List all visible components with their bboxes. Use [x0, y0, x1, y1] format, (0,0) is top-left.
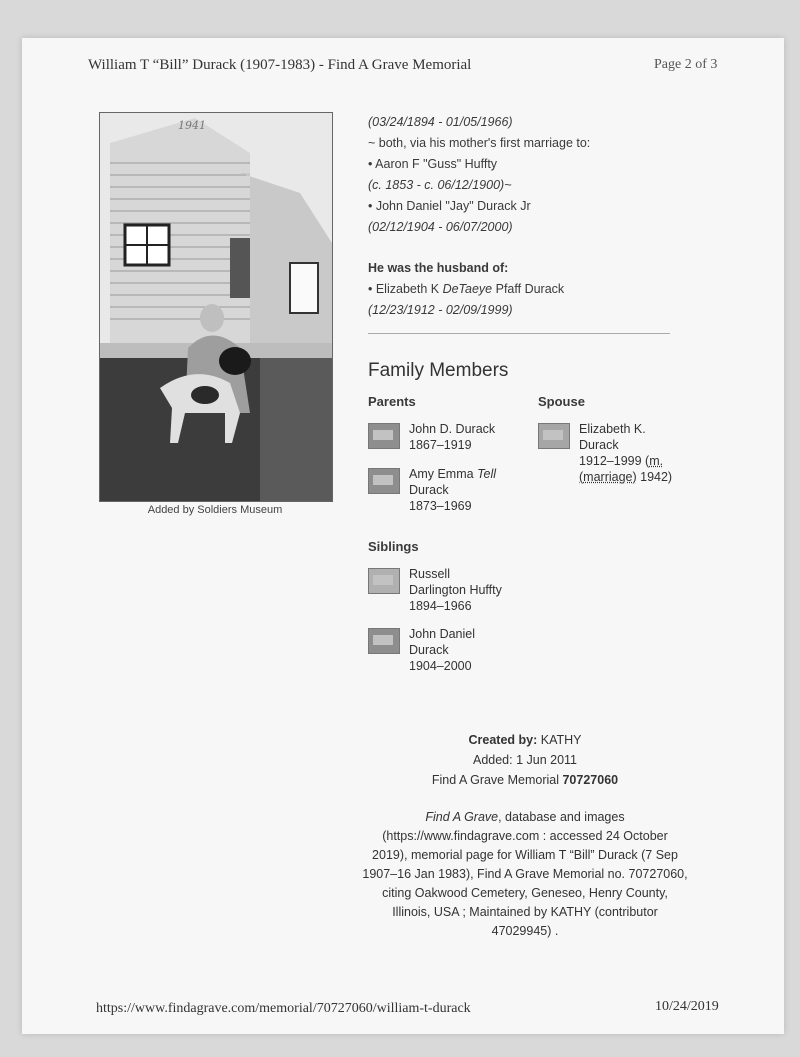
grave-photo-thumbnail: [368, 628, 400, 654]
grave-photo-thumbnail: [368, 468, 400, 494]
section-divider: [368, 333, 670, 334]
photo-house-man-dog: [100, 113, 332, 501]
member-dates: 1904–2000: [409, 659, 472, 673]
marriage-link-2[interactable]: (marriage): [579, 470, 637, 484]
member-surname: Durack: [579, 438, 619, 452]
citation-line-3: 2019), memorial page for William T “Bill” Durack (7 Sep: [372, 848, 678, 862]
member-surname: Durack: [409, 483, 449, 497]
parents-label: Parents: [368, 394, 416, 409]
citation-line-4: 1907–16 Jan 1983), Find A Grave Memorial no. 70727060,: [362, 867, 688, 881]
grave-photo-thumbnail: [368, 423, 400, 449]
citation-line-7: 47029945) .: [491, 924, 559, 938]
photo-caption: Added by Soldiers Museum: [147, 504, 283, 516]
husband-name-suffix: Pfaff Durack: [492, 282, 565, 296]
citation-line-5: citing Oakwood Cemetery, Geneseo, Henry County,: [382, 886, 668, 900]
member-name: Elizabeth K.: [579, 422, 646, 436]
husband-heading: He was the husband of:: [368, 261, 509, 275]
intro-line-6: (02/12/1904 - 06/07/2000): [368, 220, 513, 234]
member-surname: Darlington Huffty: [409, 583, 502, 597]
member-dates: 1912–1999 (m.: [579, 454, 664, 468]
spouse-label: Spouse: [538, 394, 585, 409]
photo-handwritten-note: 1941: [178, 119, 206, 132]
intro-line-3: • Aaron F "Guss" Huffty: [368, 157, 498, 171]
footer-url[interactable]: https://www.findagrave.com/memorial/70727060/william-t-durack: [96, 1001, 471, 1016]
intro-line-2: ~ both, via his mother's first marriage to:: [368, 136, 591, 150]
member-name: John D. Durack: [409, 422, 496, 436]
husband-name-prefix: • Elizabeth K: [368, 282, 443, 296]
citation-line-6: Illinois, USA ; Maintained by KATHY (contributor: [392, 905, 658, 919]
member-dates: 1894–1966: [409, 599, 472, 613]
marriage-link[interactable]: m.: [649, 454, 664, 468]
member-marriage: (marriage) 1942): [579, 470, 673, 484]
husband-name-maiden: DeTaeye: [442, 282, 493, 296]
intro-line-4: (c. 1853 - c. 06/12/1900)~: [368, 178, 512, 192]
member-name: John Daniel: [409, 627, 476, 641]
memorial-id: Find A Grave Memorial 70727060: [431, 773, 619, 787]
citation-line-2: (https://www.findagrave.com : accessed 24 October: [382, 829, 668, 843]
intro-line-5: • John Daniel "Jay" Durack Jr: [368, 199, 531, 213]
member-name: Russell: [409, 567, 450, 581]
footer-date: 10/24/2019: [655, 999, 719, 1014]
grave-photo-thumbnail: [538, 423, 570, 449]
created-by: Created by: KATHY: [468, 733, 582, 747]
siblings-label: Siblings: [368, 539, 419, 554]
husband-name[interactable]: [368, 282, 564, 296]
citation-line-1: Find A Grave, database and images: [425, 810, 625, 824]
family-members-title: Family Members: [368, 360, 509, 381]
sibling-john-daniel-durack[interactable]: [368, 626, 475, 674]
member-dates: 1867–1919: [409, 438, 472, 452]
sibling-russell-huffty[interactable]: [368, 566, 502, 614]
spouse-elizabeth-durack[interactable]: [538, 421, 672, 485]
page-number: Page 2 of 3: [654, 57, 718, 72]
intro-line-1: (03/24/1894 - 01/05/1966): [368, 115, 513, 129]
added-date: Added: 1 Jun 2011: [472, 753, 578, 767]
page-header-title: William T “Bill” Durack (1907-1983) - Find A Grave Memorial: [88, 57, 472, 73]
grave-photo-thumbnail: [368, 568, 400, 594]
member-name: Amy Emma Tell: [409, 467, 497, 481]
member-surname: Durack: [409, 643, 449, 657]
husband-dates: (12/23/1912 - 02/09/1999): [368, 303, 513, 317]
member-dates: 1873–1969: [409, 499, 472, 513]
memorial-photo[interactable]: [99, 112, 333, 502]
parent-john-d-durack[interactable]: [368, 421, 495, 453]
parent-amy-emma-durack[interactable]: [368, 466, 496, 514]
